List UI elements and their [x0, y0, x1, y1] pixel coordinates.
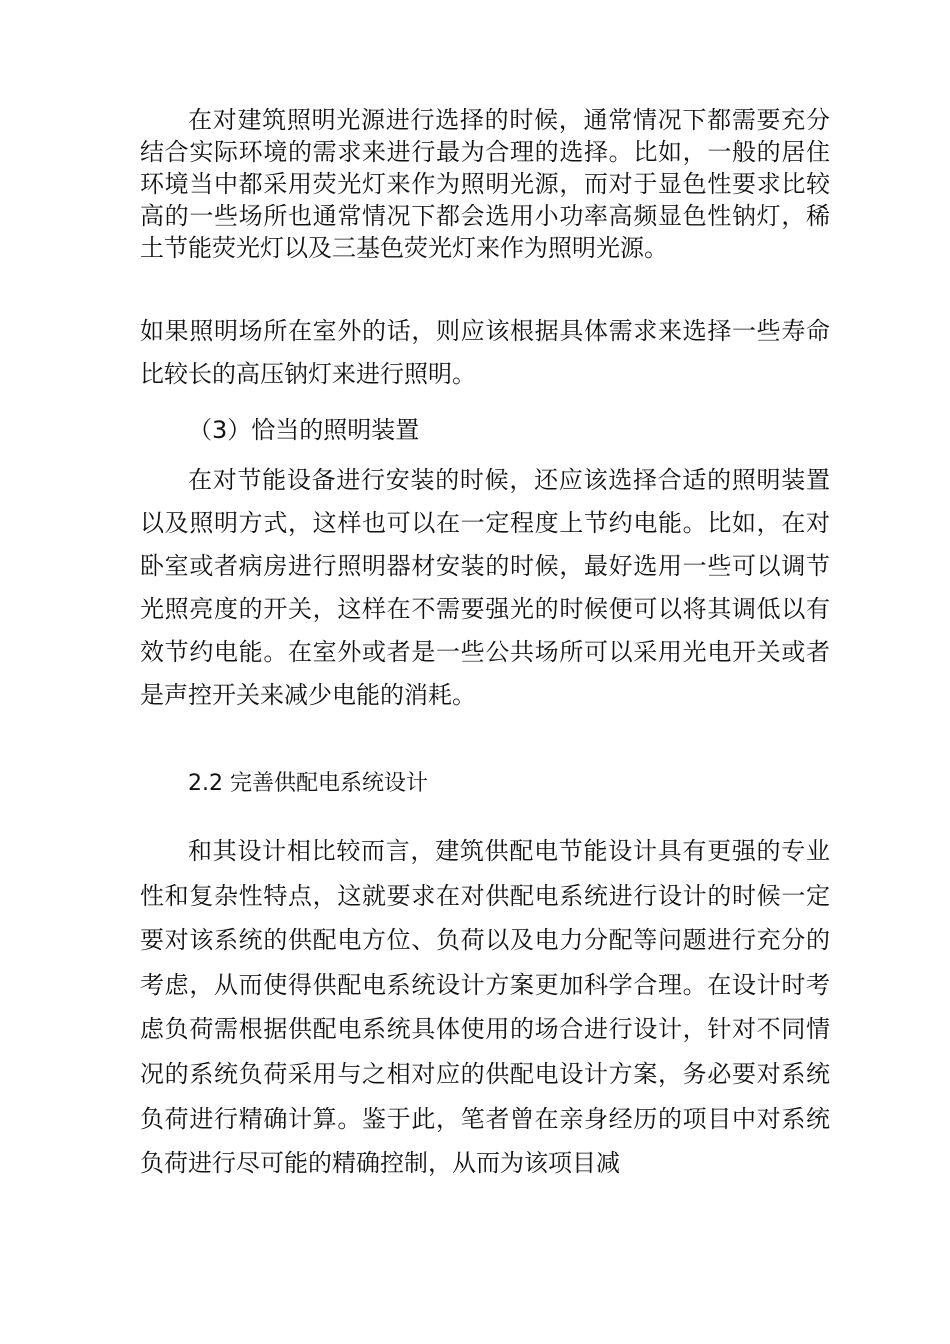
paragraph-outdoor-lighting: 如果照明场所在室外的话，则应该根据具体需求来选择一些寿命比较长的高压钠灯来进行照明。	[140, 317, 830, 388]
paragraph-lighting-devices: 在对节能设备进行安装的时候，还应该选择合适的照明装置以及照明方式，这样也可以在一定程度上节约电能。比如，在对卧室或者病房进行照明器材安装的时候，最好选用一些可以调节光照亮度的开关，这样在不需要强光的时候便可以将其调低以有效节约电能。在室外或者是一些公共场所可以采用光电开关或者是声控开关来减少电能的消耗。	[140, 466, 830, 709]
section-heading-lighting-devices: （3）恰当的照明装置	[188, 416, 420, 444]
paragraph-lighting-source-selection: 在对建筑照明光源进行选择的时候，通常情况下都需要充分结合实际环境的需求来进行最为合理的选择。比如，一般的居住环境当中都采用荧光灯来作为照明光源，而对于显色性要求比较高的一些场所也通常情况下都会选用小功率高频显色性钠灯，稀土节能荧光灯以及三基色荧光灯来作为照明光源。	[140, 106, 830, 262]
paragraph-power-distribution: 和其设计相比较而言，建筑供配电节能设计具有更强的专业性和复杂性特点，这就要求在对供配电系统进行设计的时候一定要对该系统的供配电方位、负荷以及电力分配等问题进行充分的考虑，从而使得供配电系统设计方案更加科学合理。在设计时考虑负荷需根据供配电系统具体使用的场合进行设计，针对不同情况的系统负荷采用与之相对应的供配电设计方案，务必要对系统负荷进行精确计算。鉴于此，笔者曾在亲身经历的项目中对系统负荷进行尽可能的精确控制，从而为该项目减	[140, 837, 830, 1178]
section-heading-power-distribution: 2.2 完善供配电系统设计	[188, 771, 428, 796]
